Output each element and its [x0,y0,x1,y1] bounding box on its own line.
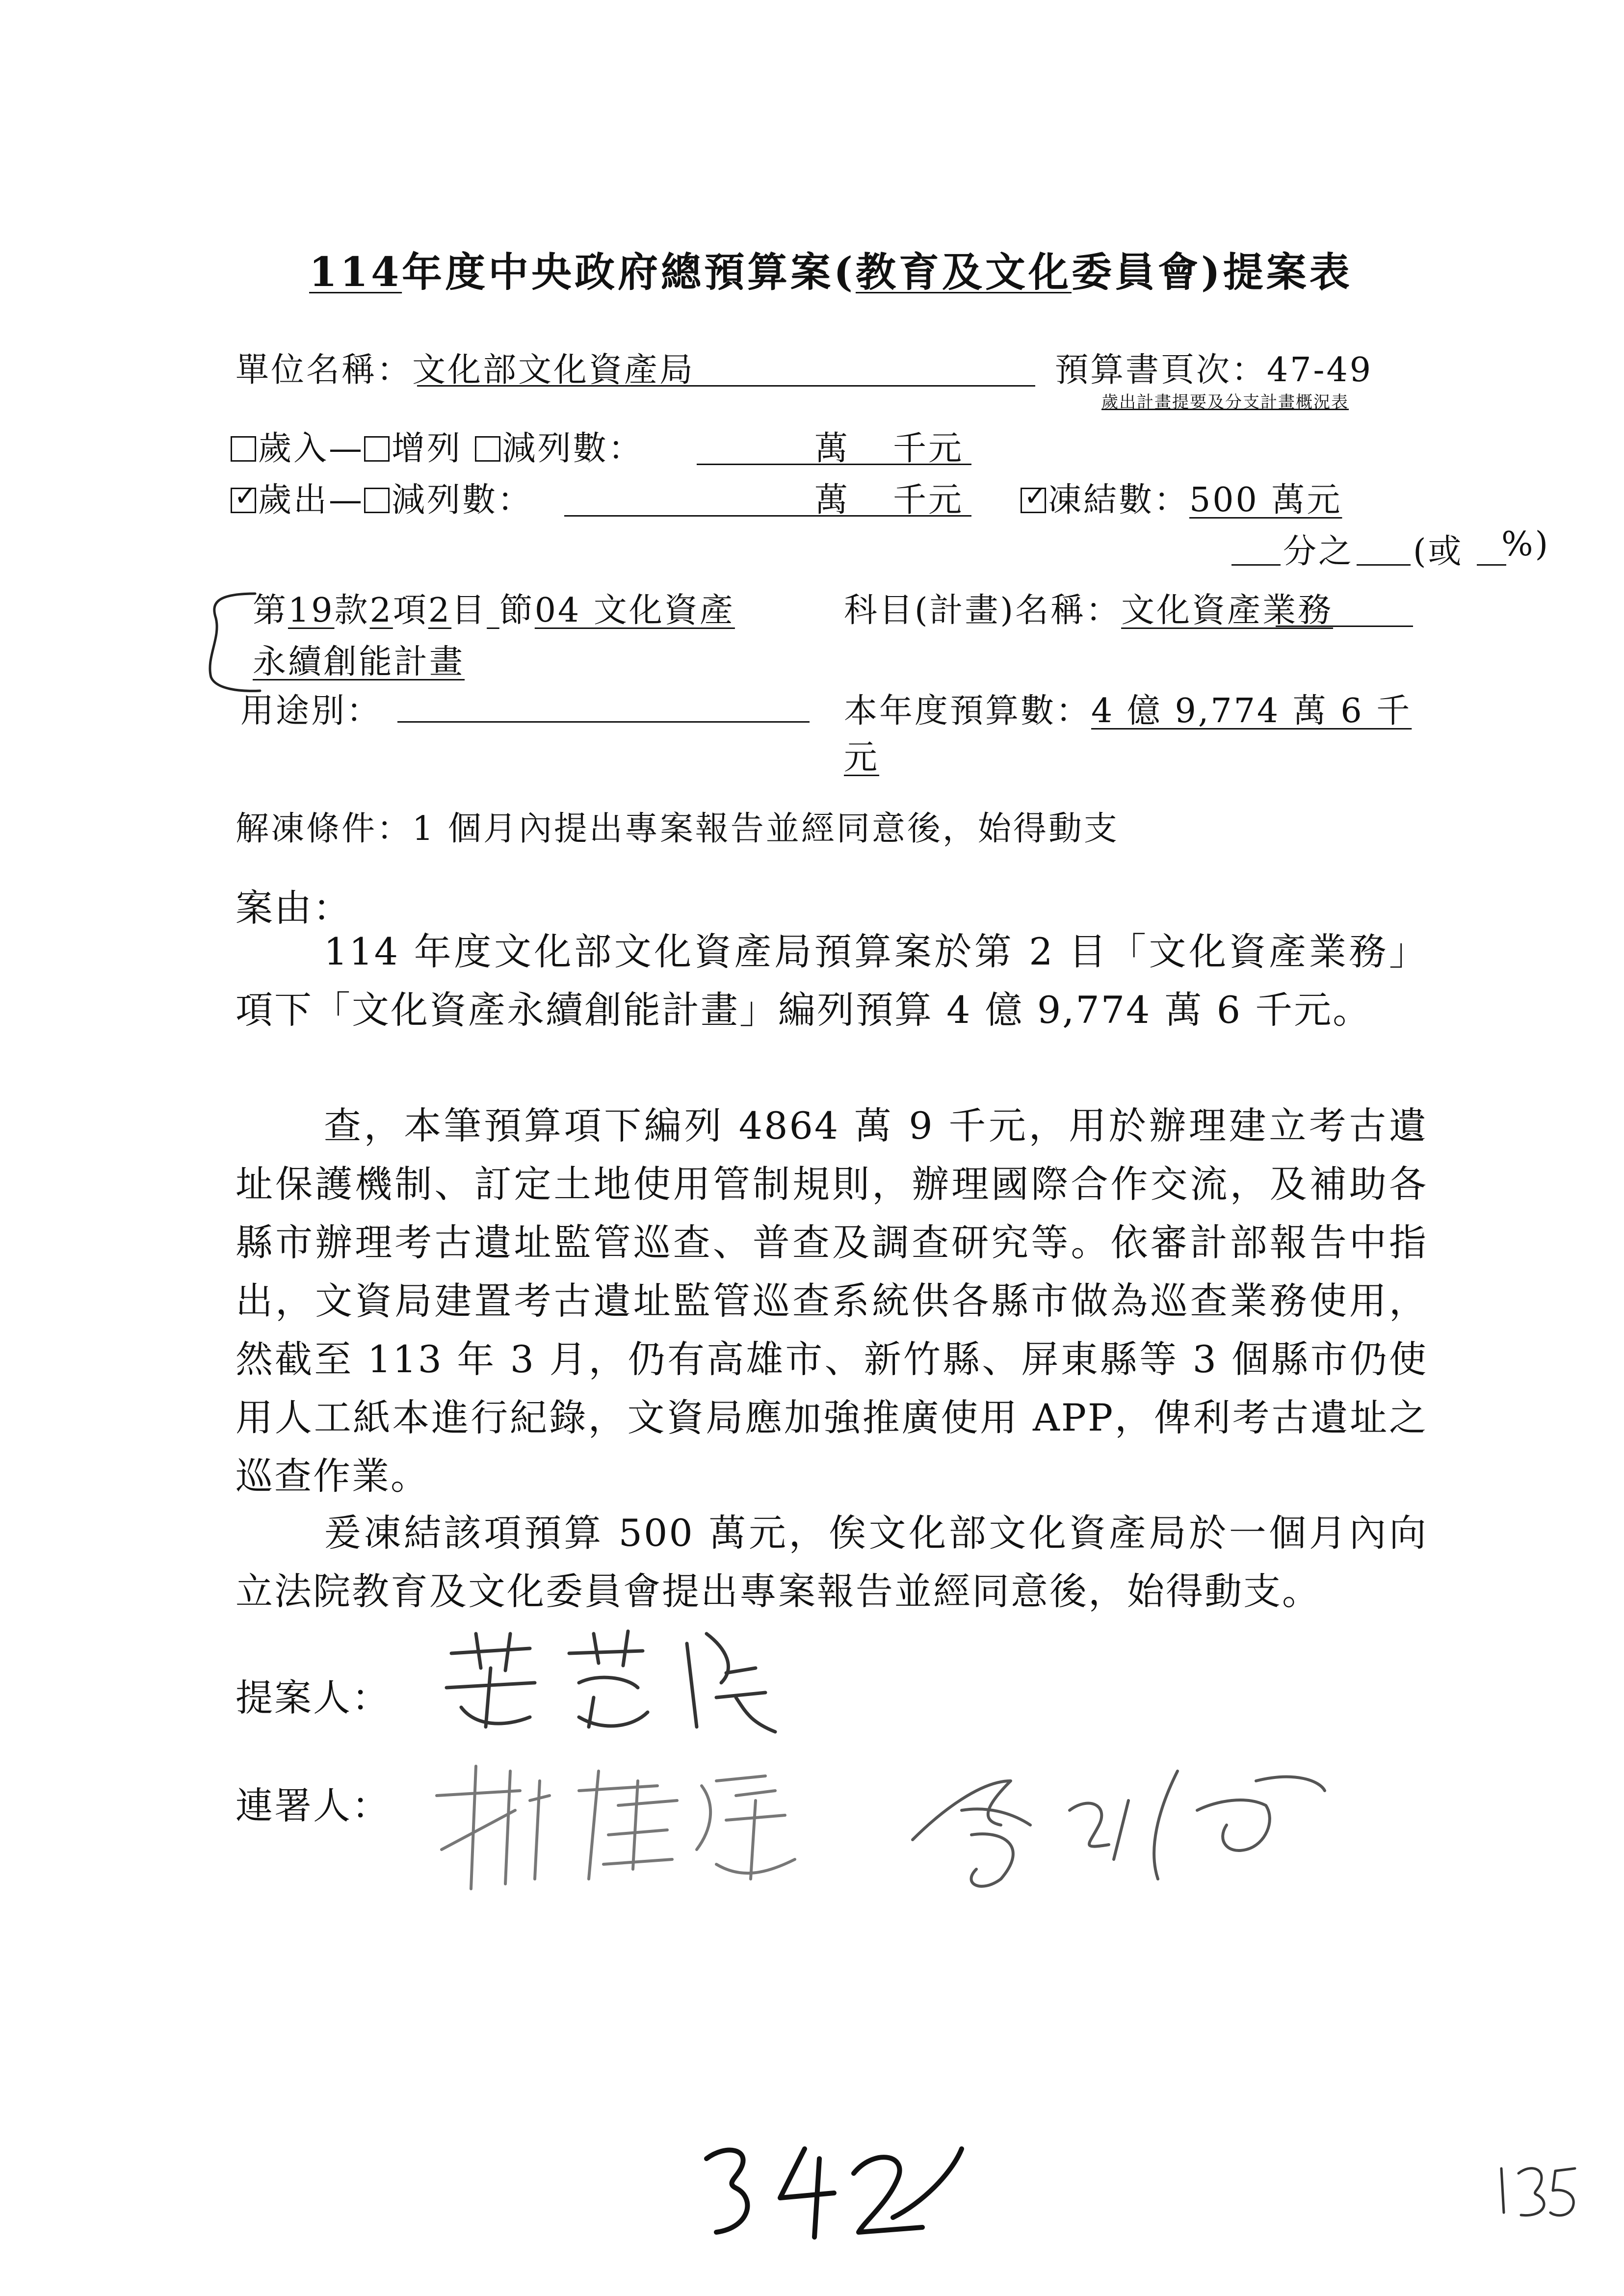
fenzhi: 分之 [1283,532,1354,571]
unit-label: 單位名稱： [236,351,413,390]
subject-underline-ext [1276,626,1413,627]
expense-wan: 萬 [814,481,850,520]
item-mu: 目 [451,591,487,630]
budget-group [844,684,1412,732]
expense-checkbox[interactable] [231,488,256,513]
case-para-3: 爰凍結該項預算 500 萬元，俟文化部文化資產局於一個月內向立法院教育及文化委員會提出專案報告並經同意後，始得動支。 [236,1511,1428,1613]
freeze-value: 500 萬元 [1189,481,1342,520]
item-mu-num: 2 [428,591,452,630]
title-year: 114 [309,249,402,296]
budget-cont: 元 [844,738,880,777]
cosigner-signature-1 [422,1751,805,1899]
proposer-signature [432,1614,785,1742]
percent: %) [1501,525,1550,564]
freeze-checkbox[interactable] [1021,488,1046,513]
proposer-label: 提案人： [236,1676,391,1720]
expense-label: 歲出— [258,481,365,520]
page-note: 歲出計畫提要及分支計畫概況表 [1101,392,1349,412]
revenue-decrease-label: 減列數： [502,429,644,468]
page-value: 47-49 [1267,351,1373,390]
subject-group [844,584,1333,631]
revenue-wan: 萬 [814,429,850,468]
title-part-b: 委員會)提案表 [1072,249,1353,296]
item-kuan-num: 19 [288,591,335,630]
expense-qian: 千元 [893,481,964,520]
title-part-a: 年度中央政府總預算案( [402,249,856,296]
condition-text: 1 個月內提出專案報告並經同意後，始得動支 [412,809,1119,848]
subject-value: 文化資產業務 [1121,591,1334,630]
corner-number-text [1492,2232,1501,2238]
budget-value: 4 億 9,774 萬 6 千 [1091,692,1412,731]
item-kuan: 款 [334,591,370,630]
cosigner-signature-2 [903,1751,1335,1899]
condition-row [236,802,1119,850]
huo: (或 [1413,532,1464,571]
item-jie: 節 [499,591,535,630]
revenue-row [231,422,644,470]
case-para-2: 查，本筆預算項下編列 4864 萬 9 千元，用於辦理建立考古遺址保護機制、訂定土地使用管制規則，辦理國際合作交流，及補助各縣市辦理考古遺址監管巡查、普查及調查研究等。依審計部報告中指出，文資局建置考古遺址監管巡查系統供各縣市做為巡查業務使用，然截至 113 年 3 月，仍有高雄市、新竹縣、屏東縣等 3 個縣市仍使用人工紙本進行紀錄，文資局應加強推廣使用 APP，俾利考古遺址之巡查作業。 [236,1104,1428,1498]
increase-label: 增列 [392,429,463,468]
item-xiang-num: 2 [369,591,393,630]
case-para-1: 114 年度文化部文化資產局預算案於第 2 目「文化資產業務」項下「文化資產永續創能計畫」編列預算 4 億 9,774 萬 6 千元。 [236,930,1428,1032]
page-ref [1055,343,1373,391]
cosigner-label: 連署人： [236,1784,391,1827]
page-label: 預算書頁次： [1055,351,1267,390]
case-label: 案由： [236,886,352,930]
item-row [253,584,735,631]
freeze-group [1021,473,1342,521]
freeze-label: 凍結數： [1048,481,1190,520]
handwritten-page-number [697,2129,971,2247]
fraction-line-1 [1231,564,1281,566]
handwritten-corner-number [1492,2154,1585,2227]
fraction-line-2 [1357,564,1411,566]
title-committee: 教育及文化 [855,249,1072,296]
item-xiang: 項 [393,591,428,630]
item-plan-cont: 永續創能計畫 [253,643,465,681]
item-plan-code: 04 文化資產 [534,591,735,630]
expense-row [231,473,533,521]
subject-label: 科目(計畫)名稱： [844,591,1122,630]
expense-decrease-label: 減列數： [392,481,533,520]
fraction-line-3 [1477,564,1506,566]
unit-underline [417,385,1035,387]
item-di: 第 [253,591,288,630]
usage-underline [397,721,810,723]
budget-label: 本年度預算數： [844,692,1092,731]
page-number-text [697,2247,706,2252]
revenue-label: 歲入— [258,429,365,468]
unit-row [236,343,695,391]
revenue-decrease-checkbox[interactable] [475,436,500,462]
expense-decrease-checkbox[interactable] [364,488,390,513]
usage-label: 用途別： [240,692,382,731]
condition-label: 解凍條件： [236,809,413,848]
page-title [309,240,1353,298]
revenue-qian: 千元 [893,429,964,468]
increase-checkbox[interactable] [364,436,390,462]
unit-value: 文化部文化資產局 [412,351,695,390]
revenue-checkbox[interactable] [231,436,256,462]
